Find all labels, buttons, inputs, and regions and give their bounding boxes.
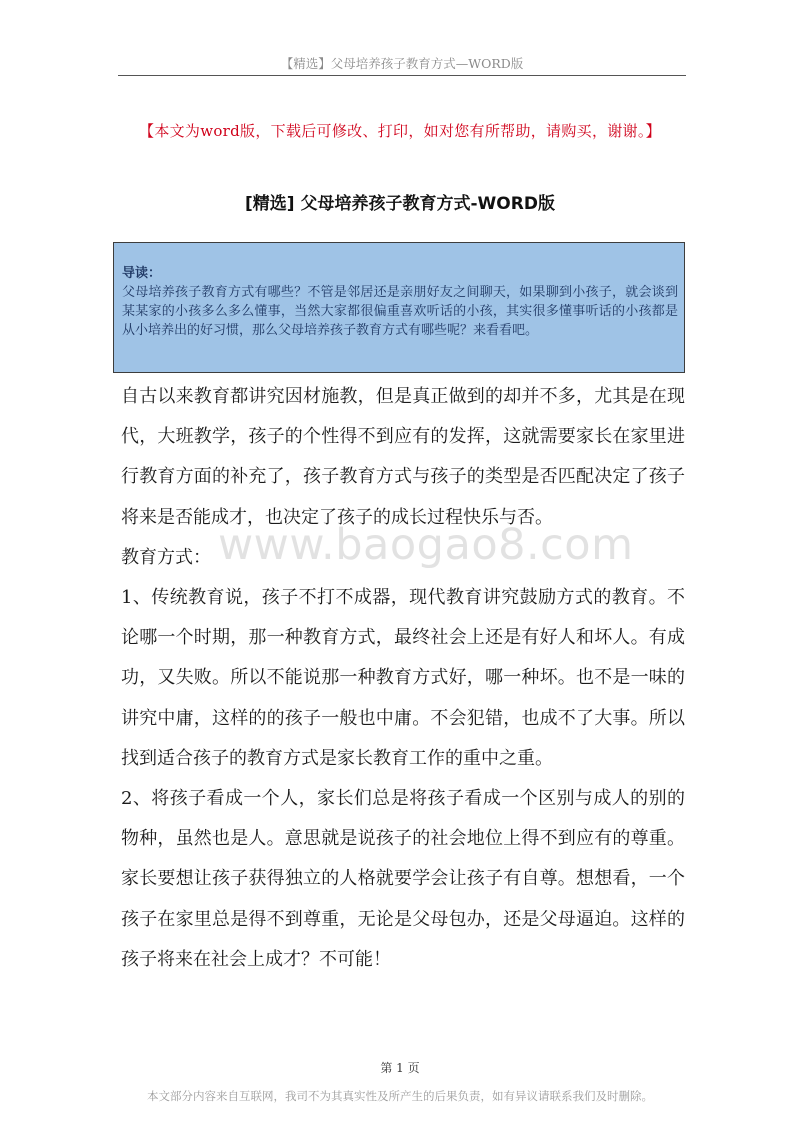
guide-label: 导读： [122,266,162,281]
document-title: [精选] 父母培养孩子教育方式-WORD版 [245,194,555,214]
guide-text: 父母培养孩子教育方式有哪些？不管是邻居还是亲朋好友之间聊天，如果聊到小孩子，就会谈到某某家的小孩多么多么懂事，当然大家都很偏重喜欢听话的小孩，其实很多懂事听话的小孩都是从小培养出的好习惯，那么父母培养孩子教育方式有哪些呢？来看看吧。 [122,285,678,338]
document-body [121,377,685,980]
body-paragraph: 1、传统教育说，孩子不打不成器，现代教育讲究鼓励方式的教育。不论哪一个时期，那一种教育方式，最终社会上还是有好人和坏人。有成功，又失败。所以不能说那一种教育方式好，哪一种坏。也不是一味的讲究中庸，这样的的孩子一般也中庸。不会犯错，也成不了大事。所以找到适合孩子的教育方式是家长教育工作的重中之重。 [121,587,685,769]
body-paragraph: 自古以来教育都讲究因材施教，但是真正做到的却并不多，尤其是在现代，大班教学，孩子的个性得不到应有的发挥，这就需要家长在家里进行教育方面的补充了，孩子教育方式与孩子的类型是否匹配决定了孩子将来是否能成才，也决定了孩子的成长过程快乐与否。 [121,386,685,528]
watermark: www.baogao8.com [218,520,634,570]
purchase-notice: 【本文为word版，下载后可修改、打印，如对您有所帮助，请购买，谢谢。】 [139,122,661,140]
guide-box [113,242,685,373]
page-footer: 本文部分内容来自互联网，我司不为其真实性及所产生的后果负责，如有异议请联系我们及时删除。 [147,1089,653,1103]
page-number: 第 1 页 [380,1061,420,1075]
header-divider [118,75,686,76]
page-header: 【精选】父母培养孩子教育方式—WORD版 [280,56,524,71]
body-paragraph: 2、将孩子看成一个人，家长们总是将孩子看成一个区别与成人的别的物种，虽然也是人。意思就是说孩子的社会地位上得不到应有的尊重。家长要想让孩子获得独立的人格就要学会让孩子有自尊。想想看，一个孩子在家里总是得不到尊重，无论是父母包办，还是父母逼迫。这样的孩子将来在社会上成才？不可能！ [121,788,685,970]
body-paragraph: 教育方式： [121,546,211,568]
